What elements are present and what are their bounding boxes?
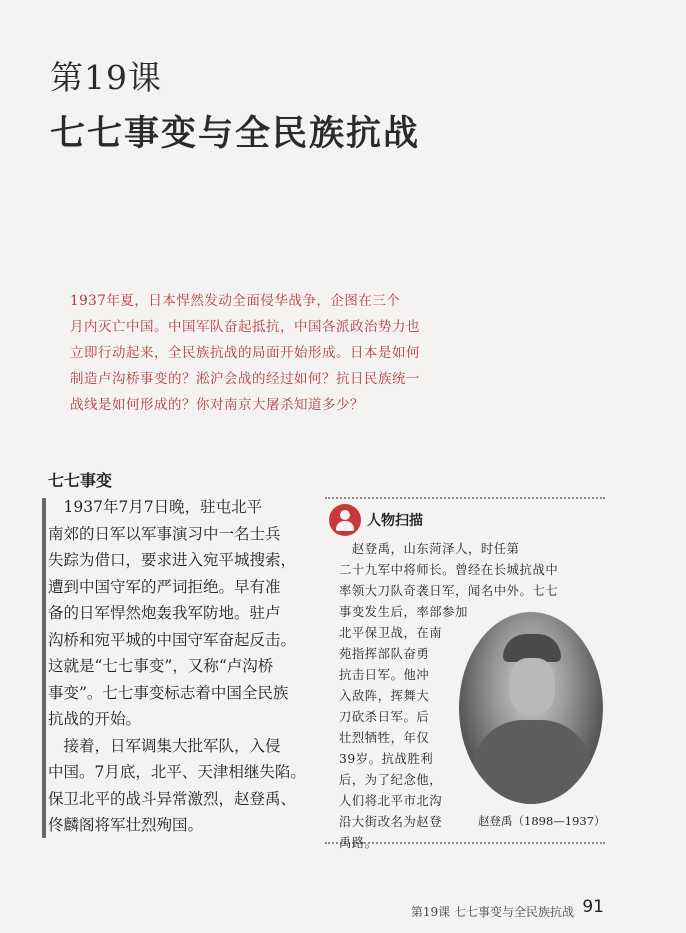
intro-line: 立即行动起来，全民族抗战的局面开始形成。日本是如何 xyxy=(70,345,420,361)
sidebar-line: 苑指挥部队奋勇 xyxy=(339,647,430,661)
sidebar-line: 入敌阵，挥舞大 xyxy=(339,689,430,703)
body-line: 保卫北平的战斗异常激烈，赵登禹、 xyxy=(48,789,297,808)
sidebar-line: 沿大街改名为赵登 xyxy=(339,815,443,829)
lesson-number: 第19课 xyxy=(50,58,162,97)
sidebar-line: 赵登禹，山东菏泽人，时任第 xyxy=(339,542,520,556)
lesson-title: 七七事变与全民族抗战 xyxy=(50,113,421,154)
sidebar-title: 人物扫描 xyxy=(367,513,423,529)
sidebar-line: 抗击日军。他冲 xyxy=(339,668,430,682)
body-line: 佟麟阁将军壮烈殉国。 xyxy=(48,816,204,834)
sidebar-header xyxy=(329,503,423,537)
intro-line: 制造卢沟桥事变的？淞沪会战的经过如何？抗日民族统一 xyxy=(70,371,420,387)
intro-line: 1937年夏，日本悍然发动全面侵华战争，企图在三个 xyxy=(70,293,401,309)
intro-line: 月内灭亡中国。中国军队奋起抵抗，中国各派政治势力也 xyxy=(70,319,420,335)
body-line: 失踪为借口，要求进入宛平城搜索， xyxy=(48,551,297,569)
body-line: 南郊的日军以军事演习中一名士兵 xyxy=(48,524,281,543)
running-title: 第19课 七七事变与全民族抗战 xyxy=(410,905,574,919)
sidebar-line: 壮烈牺牲，年仅 xyxy=(339,731,430,745)
body-line: 遭到中国守军的严词拒绝。早有准 xyxy=(48,577,281,596)
intro-paragraph xyxy=(70,288,420,418)
portrait-photo xyxy=(459,612,603,804)
sidebar-line: 后，为了纪念他， xyxy=(339,773,443,787)
sidebar-line: 39岁。抗战胜利 xyxy=(339,752,434,766)
body-line: 抗战的开始。 xyxy=(48,710,142,728)
body-text xyxy=(48,494,310,839)
body-line: 1937年7月7日晚，驻屯北平 xyxy=(48,498,263,516)
body-line: 备的日军悍然炮轰我军防地。驻卢 xyxy=(48,604,281,622)
body-line: 这就是“七七事变”，又称“卢沟桥 xyxy=(48,657,274,675)
sidebar-line: 人们将北平市北沟 xyxy=(339,794,443,808)
body-line: 事变”。七七事变标志着中国全民族 xyxy=(48,683,289,702)
page-number: 91 xyxy=(582,897,604,917)
sidebar-line: 刀砍杀日军。后 xyxy=(339,710,430,724)
portrait-caption: 赵登禹（1898—1937） xyxy=(478,814,606,828)
sidebar-line: 禹路。 xyxy=(339,836,378,850)
sidebar-line: 二十九军中将师长。曾经在长城抗战中 xyxy=(339,563,559,577)
person-icon xyxy=(329,504,361,536)
section-heading: 七七事变 xyxy=(48,471,113,490)
sidebar-line: 率领大刀队奇袭日军，闻名中外。七七 xyxy=(339,584,559,598)
body-line: 沟桥和宛平城的中国守军奋起反击。 xyxy=(48,630,297,649)
sidebar-line: 北平保卫战，在南 xyxy=(339,626,443,640)
intro-line: 战线是如何形成的？你对南京大屠杀知道多少？ xyxy=(70,397,364,413)
body-line: 中国。7月底，北平、天津相继失陷。 xyxy=(48,763,306,781)
margin-rule xyxy=(42,498,46,838)
body-line: 接着，日军调集大批军队，入侵 xyxy=(48,736,281,755)
sidebar-line: 事变发生后，率部参加 xyxy=(339,605,468,619)
